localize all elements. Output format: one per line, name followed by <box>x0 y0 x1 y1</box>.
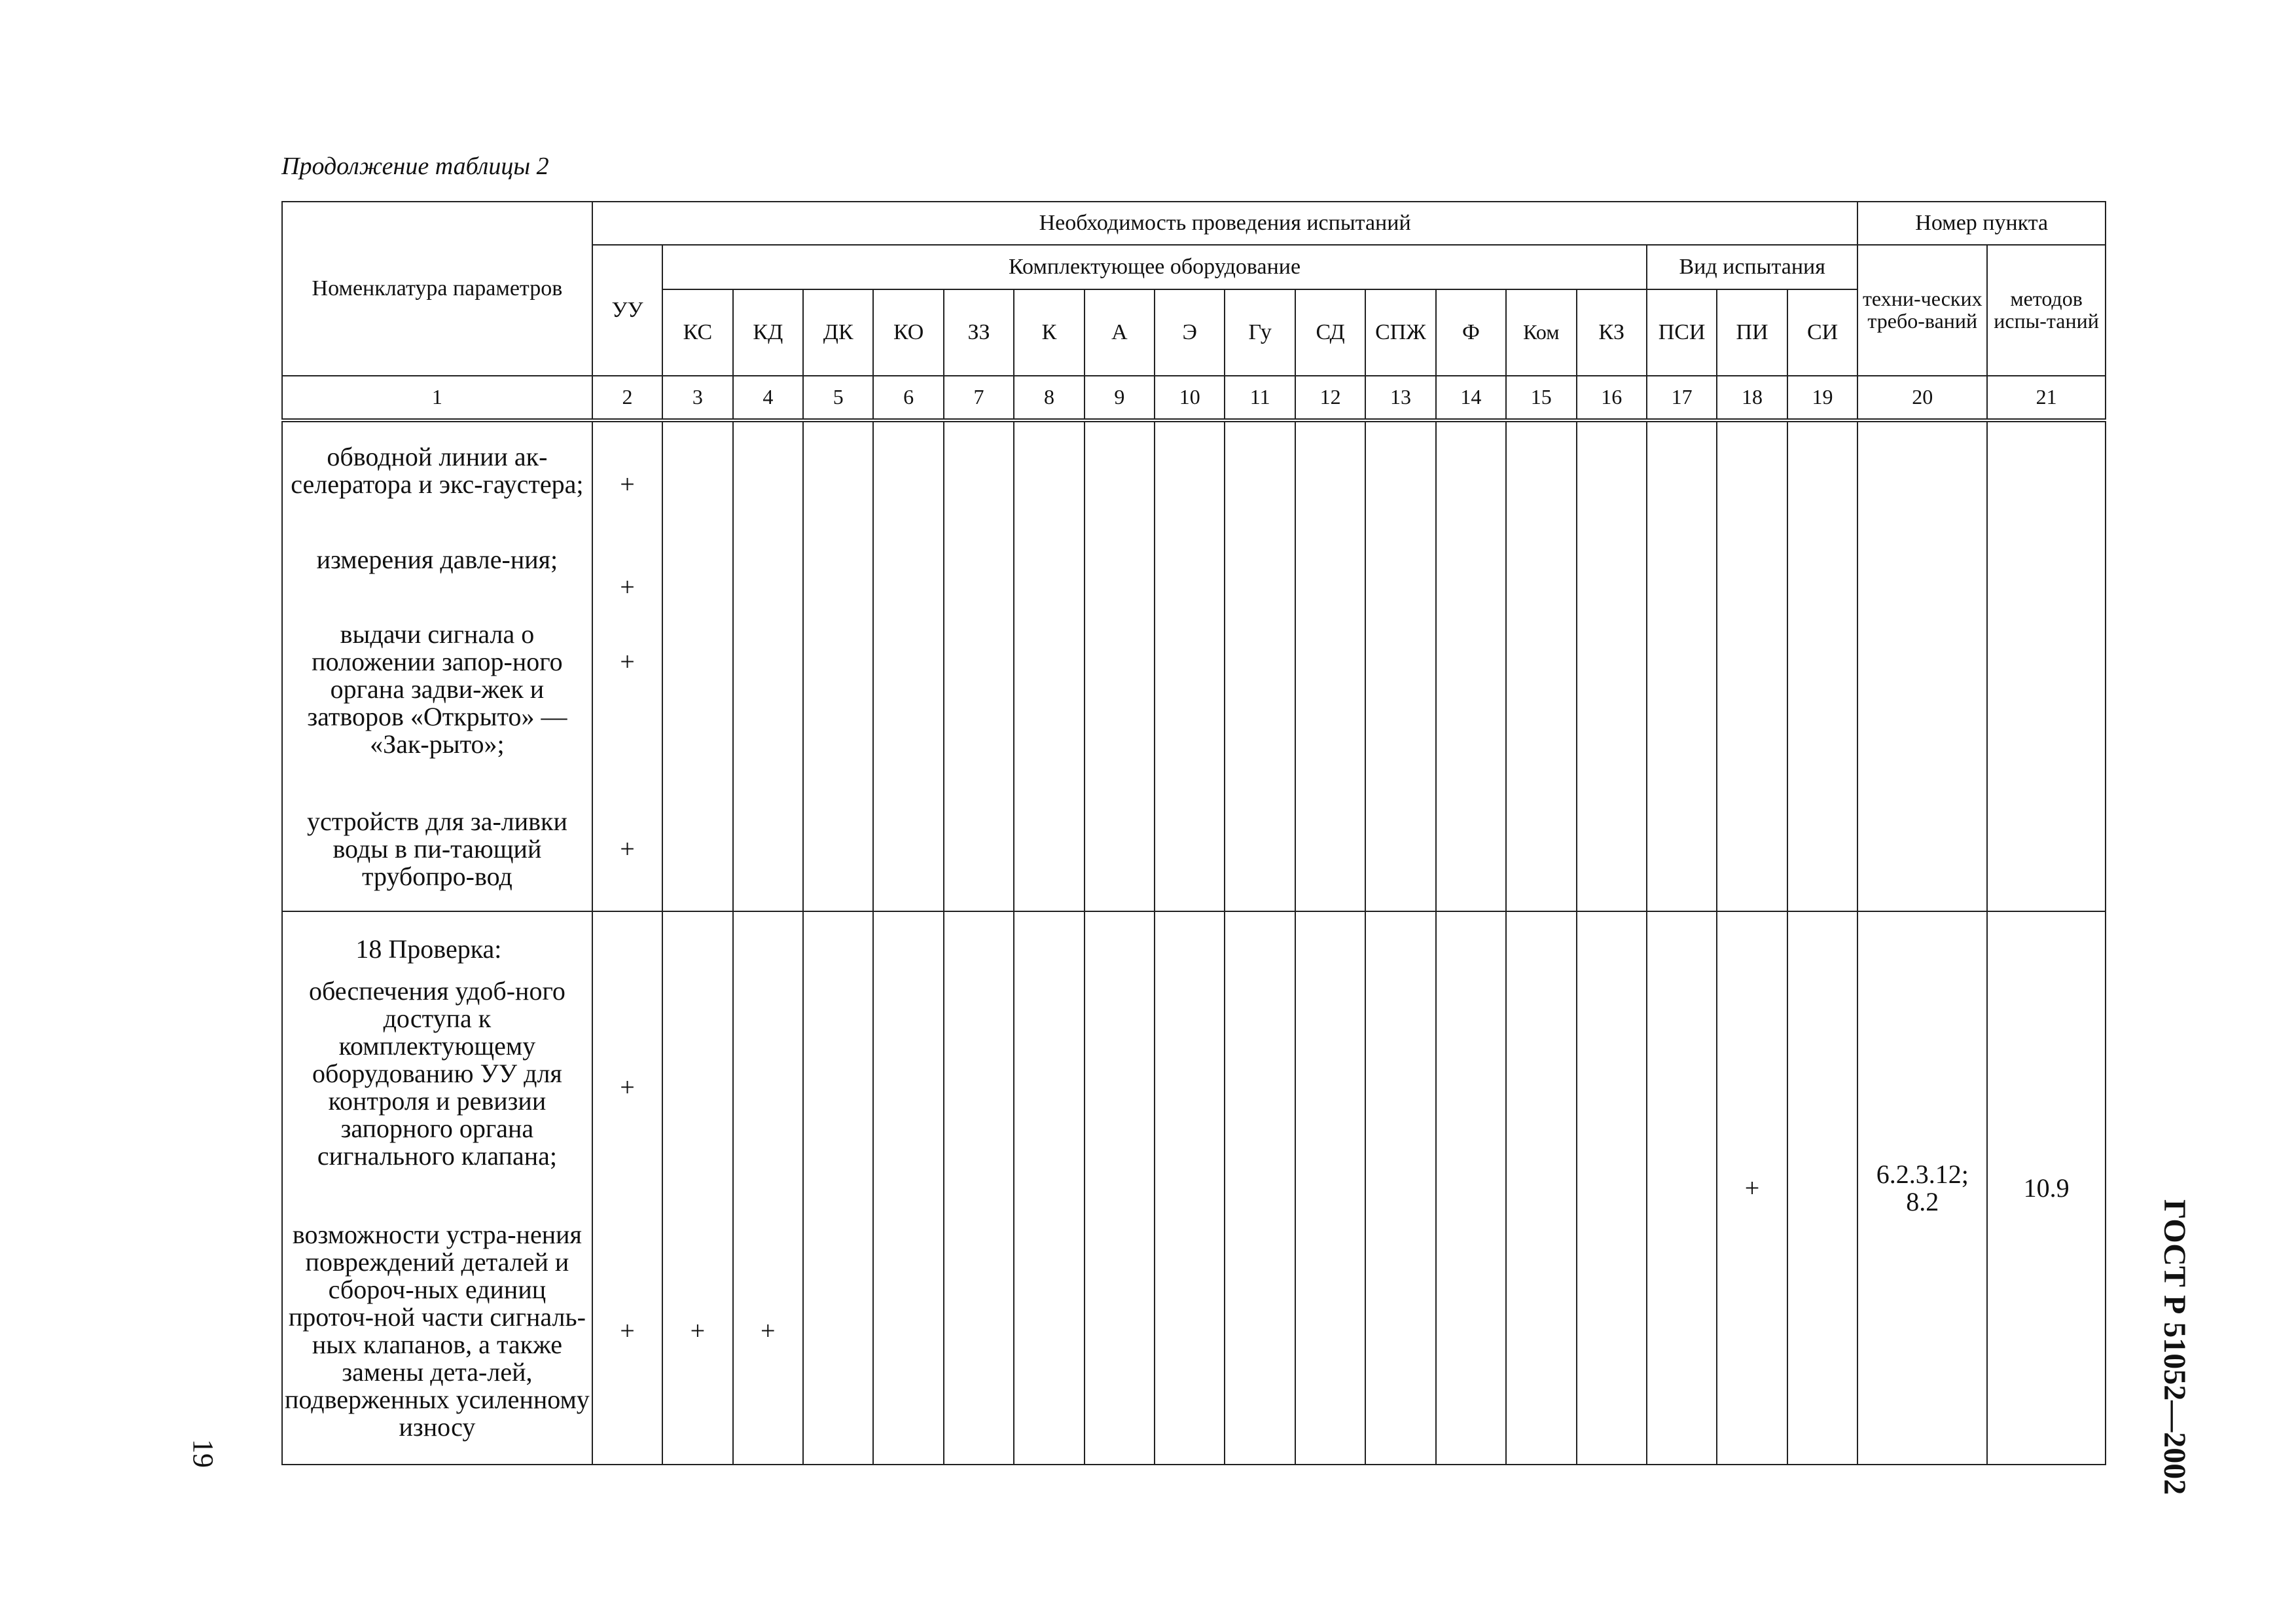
header-uu: УУ <box>592 245 662 376</box>
header-col-ks: КС <box>662 289 732 376</box>
empty-cell <box>1647 420 1717 911</box>
header-col-kd: КД <box>733 289 803 376</box>
methods-cell <box>1987 911 2106 1465</box>
empty-cell <box>944 911 1014 1465</box>
header-col-zz: ЗЗ <box>944 289 1014 376</box>
column-number-row <box>282 376 2106 420</box>
header-equipment: Комплектующее оборудование <box>662 245 1647 289</box>
header-col-a: А <box>1085 289 1155 376</box>
header-col-spzh: СПЖ <box>1365 289 1435 376</box>
param-item: обводной линии ак-селератора и экс-гаустера; <box>291 441 584 499</box>
kd-cell <box>733 911 803 1465</box>
methods-ref: 10.9 <box>2023 1173 2070 1203</box>
empty-cell <box>1365 911 1435 1465</box>
empty-cell <box>1436 911 1506 1465</box>
header-col-e: Э <box>1155 289 1225 376</box>
empty-cell <box>1987 420 2106 911</box>
standard-code: ГОСТ Р 51052—2002 <box>2157 1199 2192 1495</box>
header-col-ko: КО <box>873 289 943 376</box>
column-number: 17 <box>1647 376 1717 420</box>
uu-cell <box>592 911 662 1465</box>
empty-cell <box>1295 420 1365 911</box>
nomenclature-cell <box>282 911 592 1465</box>
empty-cell <box>733 420 803 911</box>
empty-cell <box>803 420 873 911</box>
empty-cell <box>1577 911 1647 1465</box>
column-number: 2 <box>592 376 662 420</box>
uu-mark: + <box>620 646 635 676</box>
column-number: 3 <box>662 376 732 420</box>
column-number: 21 <box>1987 376 2106 420</box>
tech-req-ref: 6.2.3.12; 8.2 <box>1876 1159 1969 1216</box>
uu-cell <box>592 420 662 911</box>
header-nomenclature: Номенклатура параметров <box>282 202 592 376</box>
header-col-dk: ДК <box>803 289 873 376</box>
table-row <box>282 911 2106 1465</box>
header-test-methods-text: методов испы-таний <box>1994 287 2099 333</box>
column-number: 10 <box>1155 376 1225 420</box>
column-number: 14 <box>1436 376 1506 420</box>
empty-cell <box>1014 420 1084 911</box>
empty-cell <box>1787 911 1858 1465</box>
column-number: 5 <box>803 376 873 420</box>
header-col-f: Ф <box>1436 289 1506 376</box>
table-caption: Продолжение таблицы 2 <box>281 153 549 180</box>
empty-cell <box>873 420 943 911</box>
empty-cell <box>1506 911 1576 1465</box>
tech-req-cell <box>1857 911 1987 1465</box>
empty-cell <box>1717 420 1787 911</box>
pi-mark: + <box>1744 1173 1760 1203</box>
column-number: 11 <box>1225 376 1295 420</box>
empty-cell <box>1155 420 1225 911</box>
empty-cell <box>1857 420 1987 911</box>
header-col-kom: Ком <box>1506 289 1576 376</box>
column-number: 7 <box>944 376 1014 420</box>
header-test-type: Вид испытания <box>1647 245 1857 289</box>
header-col-sd: СД <box>1295 289 1365 376</box>
header-col-pi: ПИ <box>1717 289 1787 376</box>
header-col-gu: Гу <box>1225 289 1295 376</box>
column-number: 20 <box>1857 376 1987 420</box>
empty-cell <box>1155 911 1225 1465</box>
param-item: измерения давле-ния; <box>316 544 558 574</box>
header-tech-requirements <box>1857 245 1987 376</box>
uu-mark: + <box>620 1072 635 1102</box>
empty-cell <box>1506 420 1576 911</box>
param-item: выдачи сигнала о положении запор-ного органа задви-жек и затворов «Открыто» — «Зак-рыто»; <box>307 619 567 759</box>
empty-cell <box>1225 911 1295 1465</box>
empty-cell <box>1365 420 1435 911</box>
uu-mark: + <box>620 572 635 602</box>
header-col-k: К <box>1014 289 1084 376</box>
uu-mark: + <box>620 833 635 864</box>
param-item: возможности устра-нения повреждений деталей и сбороч-ных единиц проточ-ной части сигналь-ных клапанов, а также замены дета-лей, подверженных усиленному износу <box>285 1219 590 1442</box>
empty-cell <box>1014 911 1084 1465</box>
empty-cell <box>1085 420 1155 911</box>
column-number: 19 <box>1787 376 1858 420</box>
column-number: 16 <box>1577 376 1647 420</box>
column-number: 1 <box>282 376 592 420</box>
header-tech-requirements-text: техни-ческих требо-ваний <box>1862 287 1982 333</box>
ks-cell <box>662 911 732 1465</box>
column-number: 12 <box>1295 376 1365 420</box>
column-number: 9 <box>1085 376 1155 420</box>
kd-mark: + <box>761 1316 776 1345</box>
pi-cell <box>1717 911 1787 1465</box>
page-number: 19 <box>187 1439 219 1468</box>
empty-cell <box>803 911 873 1465</box>
header-col-si: СИ <box>1787 289 1858 376</box>
ks-mark: + <box>690 1316 706 1345</box>
column-number: 6 <box>873 376 943 420</box>
nomenclature-cell <box>282 420 592 911</box>
uu-mark: + <box>620 1316 635 1345</box>
empty-cell <box>1577 420 1647 911</box>
empty-cell <box>662 420 732 911</box>
empty-cell <box>944 420 1014 911</box>
parameters-table <box>281 201 2106 1465</box>
empty-cell <box>873 911 943 1465</box>
table-row <box>282 420 2106 911</box>
uu-mark: + <box>620 469 635 499</box>
empty-cell <box>1787 420 1858 911</box>
empty-cell <box>1436 420 1506 911</box>
column-number: 4 <box>733 376 803 420</box>
header-point-number: Номер пункта <box>1857 202 2106 245</box>
param-heading: 18 Проверка: <box>355 934 502 964</box>
param-item: обеспечения удоб-ного доступа к комплектующему оборудованию УУ для контроля и ревизии запорного органа сигнального клапана; <box>308 976 565 1171</box>
column-number: 18 <box>1717 376 1787 420</box>
header-col-kz: КЗ <box>1577 289 1647 376</box>
param-item: устройств для за-ливки воды в пи-тающий трубопро-вод <box>306 806 567 891</box>
empty-cell <box>1647 911 1717 1465</box>
header-col-psi: ПСИ <box>1647 289 1717 376</box>
empty-cell <box>1295 911 1365 1465</box>
empty-cell <box>1225 420 1295 911</box>
header-test-methods <box>1987 245 2106 376</box>
header-necessity: Необходимость проведения испытаний <box>592 202 1858 245</box>
column-number: 13 <box>1365 376 1435 420</box>
column-number: 15 <box>1506 376 1576 420</box>
empty-cell <box>1085 911 1155 1465</box>
column-number: 8 <box>1014 376 1084 420</box>
